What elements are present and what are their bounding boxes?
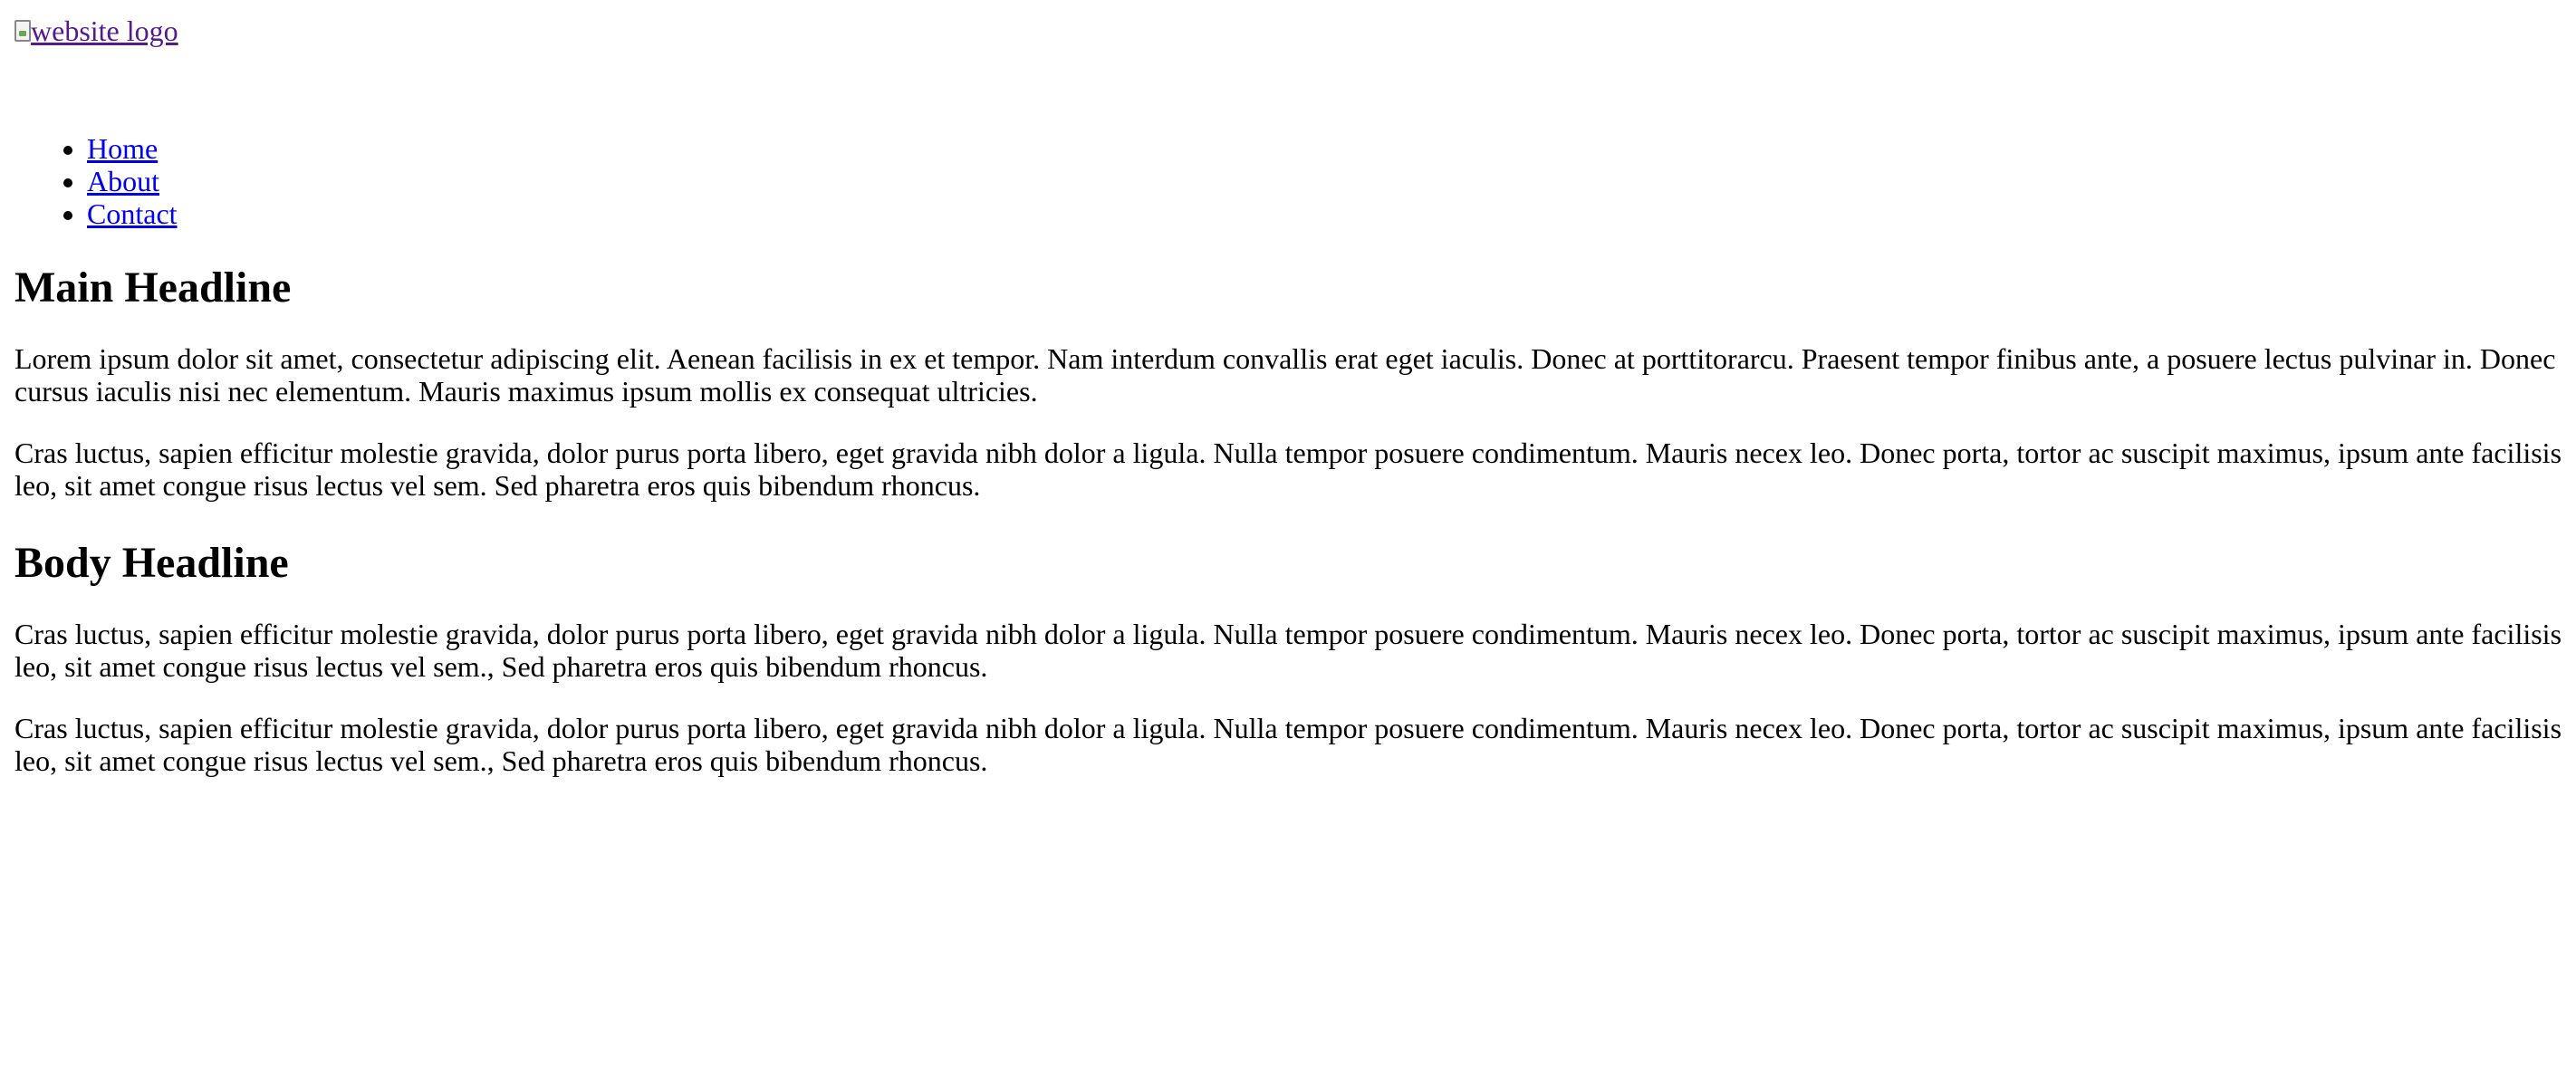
main-paragraph-1: Lorem ipsum dolor sit amet, consectetur adipiscing elit. Aenean facilisis in ex et tempor. Nam interdum convallis erat eget iaculis. Donec at porttitorarcu. Praesent tempor finibus ante, a posuere lectus pulvinar in. Donec cursus iaculis nisi nec elementum. Mauris maximus ipsum mollis ex consequat ultricies. [14, 342, 2556, 408]
body-paragraph-1: Cras luctus, sapien efficitur molestie gravida, dolor purus porta libero, eget gravida nibh dolor a ligula. Nulla tempor posuere condimentum. Mauris necex leo. Donec porta, tortor ac suscipit maximus, ipsum ante facilisis leo, sit amet congue risus lectus vel sem., Sed pharetra eros quis bibendum rhoncus. [14, 618, 2562, 683]
logo-alt-text: website logo [31, 14, 178, 47]
main-paragraph-2: Cras luctus, sapien efficitur molestie gravida, dolor purus porta libero, eget gravida nibh dolor a ligula. Nulla tempor posuere condimentum. Mauris necex leo. Donec porta, tortor ac suscipit maximus, ipsum ante facilisis leo, sit amet congue risus lectus vel sem. Sed pharetra eros quis bibendum rhoncus. [14, 437, 2562, 502]
body-headline: Body Headline [14, 539, 289, 587]
main-content [14, 263, 2562, 777]
nav-item-contact [87, 197, 178, 230]
nav-item-home [87, 132, 178, 165]
logo-link[interactable] [14, 14, 178, 47]
nav-link-home[interactable]: Home [87, 132, 159, 165]
nav-link-contact[interactable]: Contact [87, 197, 178, 230]
nav-item-about [87, 165, 178, 197]
nav-link-about[interactable]: About [87, 165, 159, 197]
body-paragraph-2: Cras luctus, sapien efficitur molestie gravida, dolor purus porta libero, eget gravida nibh dolor a ligula. Nulla tempor posuere condimentum. Mauris necex leo. Donec porta, tortor ac suscipit maximus, ipsum ante facilisis leo, sit amet congue risus lectus vel sem., Sed pharetra eros quis bibendum rhoncus. [14, 712, 2562, 777]
broken-image-icon [14, 20, 31, 42]
main-headline: Main Headline [14, 264, 292, 312]
main-nav [14, 132, 178, 230]
